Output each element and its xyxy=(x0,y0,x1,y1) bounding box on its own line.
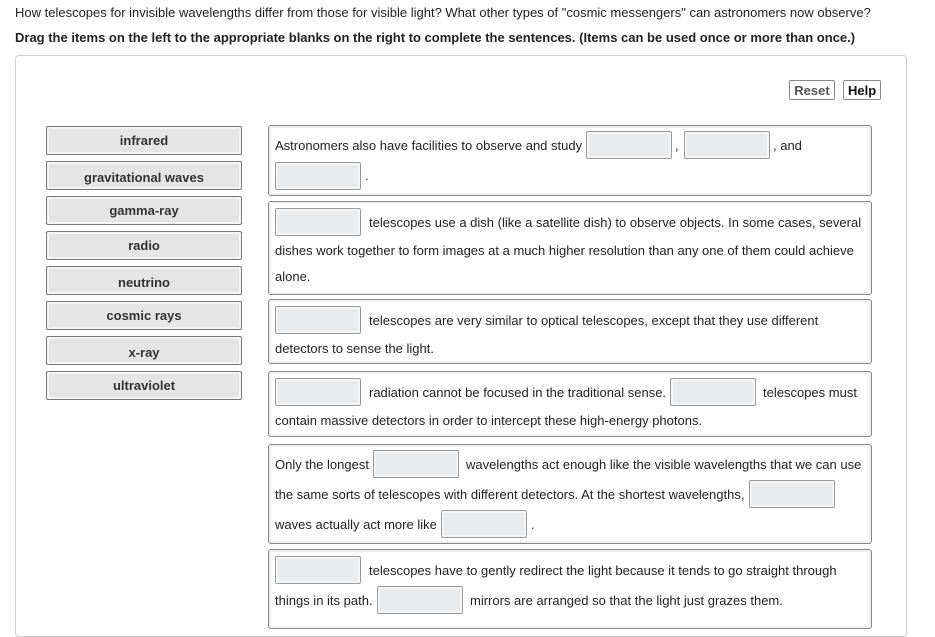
sentence-text: telescopes must xyxy=(763,385,857,400)
drop-blank[interactable] xyxy=(275,556,361,584)
sentence-box-3 xyxy=(268,299,872,364)
question-text: How telescopes for invisible wavelengths differ from those for visible light? What other types of "cosmic messengers" can astronomers now observe? xyxy=(15,5,871,20)
sentence-text: dishes work together to form images at a much higher resolution than any one of them could achieve xyxy=(275,243,854,258)
sentence-box-6 xyxy=(268,549,872,629)
drag-item-infrared[interactable]: infrared xyxy=(46,126,242,155)
sentence-text: Only the longest xyxy=(275,457,369,472)
drag-item-x-ray[interactable]: x-ray xyxy=(46,336,242,365)
drop-blank[interactable] xyxy=(684,131,770,159)
drop-blank[interactable] xyxy=(275,306,361,334)
drag-item-gravitational-waves[interactable]: gravitational waves xyxy=(46,161,242,190)
sentence-text: . xyxy=(531,517,535,532)
instruction-text: Drag the items on the left to the appropriate blanks on the right to complete the sentences. (Items can be used once or more than once.) xyxy=(15,30,856,45)
sentence-text: things in its path. xyxy=(275,593,373,608)
sentence-box-1 xyxy=(268,125,872,196)
drop-blank[interactable] xyxy=(670,378,756,406)
sentence-text: Astronomers also have facilities to observe and study xyxy=(275,138,583,153)
sentence-text: telescopes have to gently redirect the light because it tends to go straight through xyxy=(369,563,837,578)
drop-blank[interactable] xyxy=(377,586,463,614)
sentence-text: alone. xyxy=(275,269,311,284)
sentence-text: mirrors are arranged so that the light just grazes them. xyxy=(470,593,783,608)
help-button[interactable]: Help xyxy=(843,80,881,100)
drag-item-radio[interactable]: radio xyxy=(46,231,242,260)
drag-item-cosmic-rays[interactable]: cosmic rays xyxy=(46,301,242,330)
drop-blank[interactable] xyxy=(275,162,361,190)
drop-blank[interactable] xyxy=(441,510,527,538)
drop-blank[interactable] xyxy=(275,208,361,236)
drag-item-ultraviolet[interactable]: ultraviolet xyxy=(46,371,242,400)
sentence-text: contain massive detectors in order to intercept these high-energy photons. xyxy=(275,413,703,428)
sentence-text: wavelengths act enough like the visible wavelengths that we can use xyxy=(466,457,862,472)
drop-blank[interactable] xyxy=(373,450,459,478)
sentence-text: telescopes use a dish (like a satellite dish) to observe objects. In some cases, several xyxy=(369,215,862,230)
drop-blank[interactable] xyxy=(749,480,835,508)
sentence-text: the same sorts of telescopes with different detectors. At the shortest wavelengths, xyxy=(275,487,745,502)
drop-blank[interactable] xyxy=(586,131,672,159)
sentence-box-2 xyxy=(268,201,872,295)
sentence-box-5 xyxy=(268,444,872,544)
reset-button[interactable]: Reset xyxy=(789,80,835,100)
sentence-text: . xyxy=(365,168,369,183)
sentence-text: waves actually act more like xyxy=(275,517,437,532)
drop-blank[interactable] xyxy=(275,378,361,406)
sentence-text: , xyxy=(675,138,679,153)
drag-item-neutrino[interactable]: neutrino xyxy=(46,266,242,295)
sentence-text: telescopes are very similar to optical telescopes, except that they use different xyxy=(369,313,819,328)
drag-item-gamma-ray[interactable]: gamma-ray xyxy=(46,196,242,225)
sentence-box-4 xyxy=(268,371,872,437)
sentence-text: detectors to sense the light. xyxy=(275,341,434,356)
drag-drop-panel xyxy=(15,55,907,637)
sentence-text: , and xyxy=(773,138,802,153)
sentence-text: radiation cannot be focused in the traditional sense. xyxy=(369,385,667,400)
